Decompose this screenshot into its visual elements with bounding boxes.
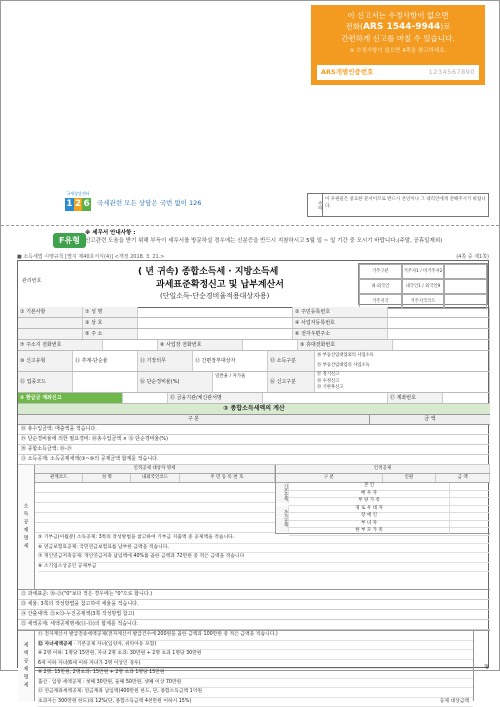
tear-line bbox=[1, 225, 499, 226]
page-indicator: (4쪽 중 제1쪽) bbox=[456, 253, 489, 260]
bank-name-label: ⑮ 금융기관/체신관서명 bbox=[168, 393, 263, 403]
notice-hint: ※ 수정사항이 있으면 4쪽을 참고하세요. bbox=[311, 46, 485, 57]
basic-section-label: ① 기본사항 bbox=[18, 307, 83, 317]
income-option-rental[interactable]: ⑮ 부동산임대업의 사업소득 bbox=[317, 361, 487, 371]
credit-line: ※ 2명: 15만원, 2명초과: 15만원 + 2명 초과 1명당 15만원 bbox=[38, 669, 473, 679]
filing-option-amend[interactable]: ⑱ 수정신고 bbox=[317, 379, 487, 386]
caution-text: 이 우편물은 중요한 문서이므로 반드시 본인이나 그 대리인에게 전해주시기 바랍니다. bbox=[323, 194, 488, 216]
filing-type-value: ⑪ 추계-단순율 bbox=[73, 351, 138, 371]
grid-cell: 내·외국인 bbox=[359, 279, 402, 294]
tax-line: ㉔ 산출세액: ㉒×㉓-누진공제액(3쪽 작성방법 참고) bbox=[18, 610, 490, 620]
logo-digit-2: 2 bbox=[74, 198, 83, 211]
ded-senior: 경 로 우 대 자 bbox=[289, 506, 450, 513]
mobile-label: ⑨ 휴대전화번호 bbox=[298, 340, 393, 350]
tax-return-form bbox=[17, 260, 489, 668]
ded-dependents-amount[interactable] bbox=[450, 498, 490, 505]
credit-body bbox=[35, 631, 473, 701]
address-field[interactable] bbox=[138, 329, 293, 339]
bizno-field[interactable] bbox=[388, 318, 490, 328]
row-name bbox=[18, 307, 490, 318]
form-title-line3: (단일소득-단순경비율적용대상자용) bbox=[160, 291, 269, 301]
row-refund bbox=[18, 393, 490, 404]
form-title-line1: ( 년 귀속) 종합소득세 · 지방소득세 bbox=[138, 264, 278, 277]
income-option-biz[interactable]: ⑭ 부동산임대업외의 사업소득 bbox=[317, 351, 487, 361]
guide-text: 신고관련 도움을 받기 위해 부득이 세무서를 방문하실 경우에는 신분증을 반드시 지참하시고 5월 일 ~ 일 기간 중 오시기 바랍니다.(주말, 공휴일제외) bbox=[85, 237, 490, 245]
target-amount-label: 공제 대상금액 bbox=[440, 698, 473, 707]
simple-ledger-label: ⑫ 간편장부대상자 bbox=[193, 351, 268, 371]
bookkeeping-label: ⑪ 기장의무 bbox=[138, 351, 193, 371]
col-amount: 금 액 bbox=[436, 474, 490, 482]
management-number-label: 관리번호 bbox=[22, 277, 41, 284]
mobile-field[interactable] bbox=[393, 340, 490, 350]
ded-woman: 부 녀 자 bbox=[289, 521, 450, 528]
caution-box bbox=[307, 193, 489, 217]
grid-cell[interactable] bbox=[444, 279, 487, 294]
notice-line1: 이 신고서는 수정사항이 없으면 bbox=[311, 10, 485, 21]
credit-line: 초과자는 300만원 한도)의 12%(단, 종합소득금액 4천만원 이하시 15%) bbox=[38, 699, 191, 704]
form-law-ref: ■ 소득세법 시행규칙 [별지 제40호서식(4)] <개정 2018. 3. 21.> bbox=[17, 253, 164, 260]
general-self-rate: 일반율 / 자가율 bbox=[213, 372, 268, 392]
col-id-number: 주 민 등 록 번 호 bbox=[180, 474, 275, 482]
logo-digit-1: 1 bbox=[65, 198, 74, 211]
ded-dependents: 부 양 가 족 bbox=[289, 498, 450, 505]
address-label: ⑤ 주 소 bbox=[83, 329, 138, 339]
credit-line: 6세 이하 자녀(6세 이하 자녀가 2명 이상인 경우) bbox=[38, 660, 473, 670]
col-head-amount: 금 액 bbox=[369, 415, 490, 424]
grid-cell[interactable]: 내국인1 / 외국인9 bbox=[402, 279, 445, 294]
credit-line: 기본공제 자녀(입양자, 위탁아동 포함) bbox=[77, 642, 156, 647]
ded-single-parent: 한 부 모 가 족 bbox=[289, 528, 450, 535]
auth-label: ARS개별인증번호 bbox=[321, 67, 373, 78]
biz-phone-label: ⑧ 사업장 전화번호 bbox=[158, 340, 243, 350]
income-type-options[interactable] bbox=[315, 351, 490, 371]
tax-calc-col-head bbox=[18, 415, 490, 425]
child-credit-label: ⑫ 자녀세액공제 bbox=[38, 642, 72, 647]
logo-slogan: 국세관련 모든 상담은 국번 없이 126 bbox=[97, 198, 201, 207]
filing-option-regular[interactable]: ⑰ 정기신고 bbox=[317, 372, 487, 379]
calc-item: ㉑ 소득공제: 소득공제세액(③~⑩의 공제금액 합계를 적습니다. bbox=[18, 455, 490, 465]
account-number-label: ⑰ 계좌번호 bbox=[388, 393, 443, 403]
col-category: 구 분 bbox=[276, 474, 383, 482]
col-count: 인원 bbox=[383, 474, 437, 482]
row-filing bbox=[18, 351, 490, 372]
credit-last-row bbox=[38, 698, 473, 707]
id-field[interactable] bbox=[388, 307, 490, 317]
bank-name-field[interactable] bbox=[263, 393, 388, 403]
extra-deduction-label: 추가공제 bbox=[276, 506, 289, 532]
deduction-table bbox=[18, 465, 490, 590]
id-label: ② 주민등록번호 bbox=[293, 307, 388, 317]
biz-phone-field[interactable] bbox=[243, 340, 298, 350]
calc-item: ⑳ 종합소득금액: ⑱-⑲ bbox=[18, 445, 490, 455]
dependents-title: 인적공제 대상자 명세 bbox=[35, 465, 275, 474]
nts-logo-row bbox=[65, 191, 201, 213]
dependents-cols bbox=[35, 474, 275, 483]
ded-spouse-amount[interactable] bbox=[450, 491, 490, 498]
calc-item: ⑲ 단순경비율에 의한 필요경비: ⑱총수입금액 × ⑯ 단순경비율(%) bbox=[18, 435, 490, 445]
income-type-label: ⑬ 소득구분 bbox=[268, 351, 315, 371]
refund-account-label: ② 환급금 계좌신고 bbox=[18, 393, 123, 403]
deduction-notes bbox=[35, 534, 490, 572]
note-small-business: ⑧ 소기업소상공인 공제부금 bbox=[38, 563, 490, 573]
home-phone-field[interactable] bbox=[103, 340, 158, 350]
dependents-table bbox=[35, 465, 276, 533]
simple-rate-label: ⑯ 단순경비율(%) bbox=[138, 372, 213, 392]
credit-count-label: 명 bbox=[473, 631, 490, 701]
ded-disabled: 장 애 인 bbox=[289, 513, 450, 520]
f-type-badge: F유형 bbox=[53, 233, 86, 248]
ars-notice-box bbox=[311, 5, 485, 85]
tax-line: ㉕ 세액공제: 세액공제명세(⑪-⑬)의 합계를 적습니다. bbox=[18, 620, 490, 630]
ded-senior-amount[interactable] bbox=[450, 506, 490, 513]
home-phone-label: ⑦ 주소지 전화번호 bbox=[18, 340, 103, 350]
basic-deduction-label: 기본공제 bbox=[276, 483, 289, 503]
form-title-block bbox=[18, 261, 490, 308]
ded-self: 본 인 bbox=[289, 483, 450, 490]
name-label: ① 성 명 bbox=[83, 307, 138, 317]
account-number-field[interactable] bbox=[443, 393, 490, 403]
credit-line: ⑪ 전자계산서 발급전송세액공제(전자계산서 발급건수에 200원을 곱한 금액과 100만원 중 적은 금액을 적습니다.) bbox=[38, 631, 473, 641]
filing-class-options[interactable] bbox=[315, 372, 490, 392]
row-phones bbox=[18, 340, 490, 351]
caution-label: 주의 bbox=[308, 194, 323, 216]
col-head-category: 구 분 bbox=[18, 415, 369, 424]
row-industry bbox=[18, 372, 490, 393]
ded-spouse: 배 우 자 bbox=[289, 491, 450, 498]
tax-line: ㉓ 세율: 3쪽의 작성방법을 참고하여 세율을 적습니다. bbox=[18, 600, 490, 610]
grid-cell[interactable] bbox=[444, 264, 487, 279]
grid-cell: 거주구분 bbox=[359, 264, 402, 279]
note-private-pension: ⑦ 개인연금저축공제: 개인연금저축 납입액에 40%를 곱한 금액과 72만원 중 적은 금액을 적습니다 bbox=[38, 553, 490, 563]
tax-office-guide bbox=[85, 229, 490, 245]
credit-line: 출산 · 입양 세액공제 : 첫째 30만원, 둘째 50만원, 셋째 이상 70만원 bbox=[38, 679, 473, 689]
ded-woman-amount[interactable] bbox=[450, 521, 490, 528]
nts-126-logo bbox=[65, 191, 91, 213]
ded-disabled-amount[interactable] bbox=[450, 513, 490, 520]
industry-field[interactable] bbox=[73, 372, 138, 392]
credit-vertical-label: 세액공제명세 bbox=[18, 631, 35, 701]
guide-heading: ※ 세무서 안내사항 : bbox=[85, 230, 135, 236]
note-donation: ⑤ 기부금(이월분) 소득공제: 3쪽의 작성방법을 참고하여 기부금 지출액 중 공제액을 적습니다. bbox=[38, 534, 490, 544]
personal-deduction-table bbox=[276, 465, 490, 533]
ars-auth-row bbox=[317, 65, 479, 80]
ded-self-amount[interactable] bbox=[450, 483, 490, 490]
logo-digit-6: 6 bbox=[82, 198, 91, 211]
row-address bbox=[18, 329, 490, 340]
deduction-vertical-label: 소득공제명세 bbox=[18, 465, 35, 589]
auth-number: 1234567890 bbox=[429, 67, 475, 78]
grid-cell[interactable]: 거주지국코드 bbox=[402, 294, 445, 309]
personal-deduction-cols bbox=[276, 474, 490, 483]
grid-cell: 거주지국 bbox=[359, 294, 402, 309]
logo-top-text: 국세상담센터 bbox=[65, 191, 91, 197]
credit-line: ※ 2명 이하: 1명당 15만원, 자녀 2명 초과: 30만원 + 2명 초과 1명당 30만원 bbox=[38, 650, 473, 660]
tax-line: ㉒ 과세표준: ⑳-㉑("0"보다 적은 경우에는 "0"으로 합니다.) bbox=[18, 590, 490, 600]
email-label: ⑥ 전자우편주소 bbox=[293, 329, 388, 339]
col-relation-code: 관계코드 bbox=[35, 474, 83, 482]
tax-credit-section bbox=[18, 630, 490, 701]
email-field[interactable] bbox=[388, 329, 490, 339]
filing-option-late[interactable]: ⑲ 기한후신고 bbox=[317, 385, 487, 392]
trade-label: ③ 상 호 bbox=[83, 318, 138, 328]
form-title-line2: 과세표준확정신고 및 납부계산서 bbox=[156, 277, 284, 290]
note-pension: ⑥ 연금보험료공제: 국민연금보험료를 납부한 금액을 적습니다. bbox=[38, 544, 490, 554]
industry-label: ⑮ 업종코드 bbox=[18, 372, 73, 392]
ded-single-parent-amount[interactable] bbox=[450, 528, 490, 535]
filing-type-label: ⑩ 신고유형 bbox=[18, 351, 73, 371]
trade-field[interactable] bbox=[138, 318, 293, 328]
credit-child-row: ⑫ 자녀세액공제 · 기본공제 자녀(입양자, 위탁아동 포함) bbox=[38, 641, 473, 651]
calc-item: ⑱ 총수입금액: 매출액을 적습니다. bbox=[18, 425, 490, 435]
row-trade bbox=[18, 318, 490, 329]
form-rows bbox=[18, 307, 490, 701]
form-header-line bbox=[17, 253, 489, 260]
col-name: 성 명 bbox=[83, 474, 131, 482]
credit-line: ⑬ 연금계좌세액공제: 연금계좌 납입액(400만원 한도, 단, 종합소득금액 1억원 bbox=[38, 688, 473, 698]
col-nationality-code: 내외국인코드 bbox=[131, 474, 179, 482]
refund-blank[interactable] bbox=[123, 393, 168, 403]
dependents-rows[interactable] bbox=[35, 483, 275, 535]
ars-number: ARS 1544-9944 bbox=[363, 22, 440, 32]
notice-line3: 간편하게 신고를 마칠 수 있습니다. bbox=[311, 33, 485, 44]
personal-deduction-title: 인적공제 bbox=[276, 465, 490, 474]
filing-class-label: ⑯ 신고구분 bbox=[268, 372, 315, 392]
grid-cell[interactable]: 거주자1 / 비거주자2 bbox=[402, 264, 445, 279]
bizno-label: ④ 사업자등록번호 bbox=[293, 318, 388, 328]
tax-calc-section-title: ③ 종합소득세액의 계산 bbox=[18, 404, 490, 415]
notice-line2: 전화(ARS 1544-9944)로 bbox=[311, 21, 485, 33]
residency-grid bbox=[358, 263, 488, 305]
name-field[interactable] bbox=[138, 307, 293, 317]
